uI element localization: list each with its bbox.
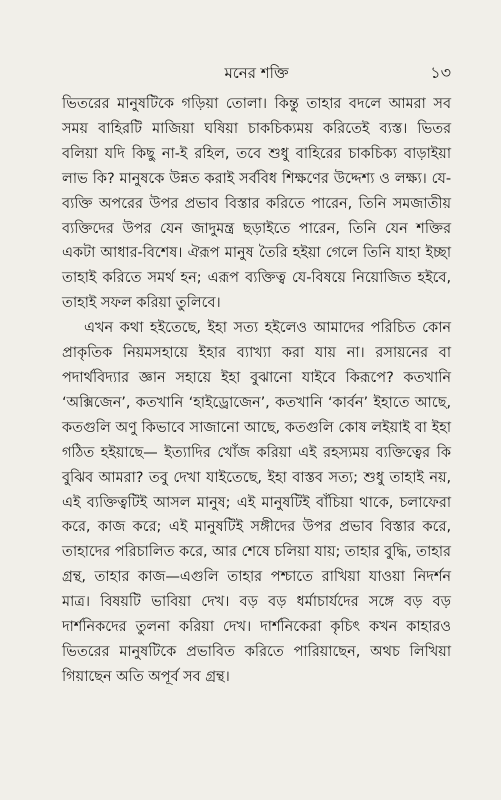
paragraph-2: এখন কথা হইতেছে, ইহা সত্য হইলেও আমাদের পরিচিত কোন প্রাকৃতিক নিয়মসহায়ে ইহার ব্যাখ্যা করা যায় না। রসায়নের বা পদার্থবিদ্যার জ্ঞান সহায়ে ইহা বুঝানো যাইবে কিরূপে? কতখানি ‘অক্সিজেন’, কতখানি ‘হাইড্রোজেন’, কতখানি ‘কার্বন’ ইহাতে আছে, কতগুলি অণু কিভাবে সাজানো আছে, কতগুলি কোষ লইয়াই বা ইহা গঠিত হইয়াছে— ইত্যাদির খোঁজ করিয়া এই রহস্যময় ব্যক্তিত্বের কি বুঝিব আমরা? তবু দেখা যাইতেছে, ইহা বাস্তব সত্য; শুধু তাহাই নয়, এই ব্যক্তিত্বটিই আসল মানুষ; এই মানুষটিই বাঁচিয়া থাকে, চলাফেরা করে, কাজ করে; এই মানুষটিই সঙ্গীদের উপর প্রভাব বিস্তার করে, তাহাদের পরিচালিত করে, আর শেষে চলিয়া যায়; তাহার বুদ্ধি, তাহার গ্রন্থ, তাহার কাজ—এগুলি তাহার পশ্চাতে রাখিয়া যাওয়া নিদর্শন মাত্র। বিষয়টি ভাবিয়া দেখ। বড় বড় ধর্মাচার্যদের সঙ্গে বড় বড় দার্শনিকদের তুলনা করিয়া দেখ। দার্শনিকেরা কৃচিৎ কখন কাহারও ভিতরের মানুষটিকে প্রভাবিত করিতে পারিয়াছেন, অথচ লিখিয়া গিয়াছেন অতি অপূর্ব সব গ্রন্থ। — [62, 319, 451, 685]
page-header — [62, 60, 451, 86]
page-number: ১৩ — [430, 63, 451, 82]
paragraph-1: ভিতরের মানুষটিকে গড়িয়া তোলা। কিন্তু তাহার বদলে আমরা সব সময় বাহিরটি মাজিয়া ঘষিয়া চাকচিক্যময় করিতেই ব্যস্ত। ভিতর বলিয়া যদি কিছু না-ই রহিল, তবে শুধু বাহিরের চাকচিক্য বাড়াইয়া লাভ কি? মানুষকে উন্নত করাই সর্ববিধ শিক্ষণের উদ্দেশ্য ও লক্ষ্য। যে-ব্যক্তি অপরের উপর প্রভাব বিস্তার করিতে পারেন, তিনি সমজাতীয় ব্যক্তিদের উপর যেন জাদুমন্ত্র ছড়াইতে পারেন, তিনি যেন শক্তির একটা আধার-বিশেষ। ঐরূপ মানুষ তৈরি হইয়া গেলে তিনি যাহা ইচ্ছা তাহাই করিতে সমর্থ হন; এরূপ ব্যক্তিত্ব যে-বিষয়ে নিয়োজিত হইবে, তাহাই সফল করিয়া তুলিবে। — [62, 95, 451, 312]
running-title: মনের শক্তি — [224, 64, 289, 82]
body-text — [62, 92, 451, 690]
